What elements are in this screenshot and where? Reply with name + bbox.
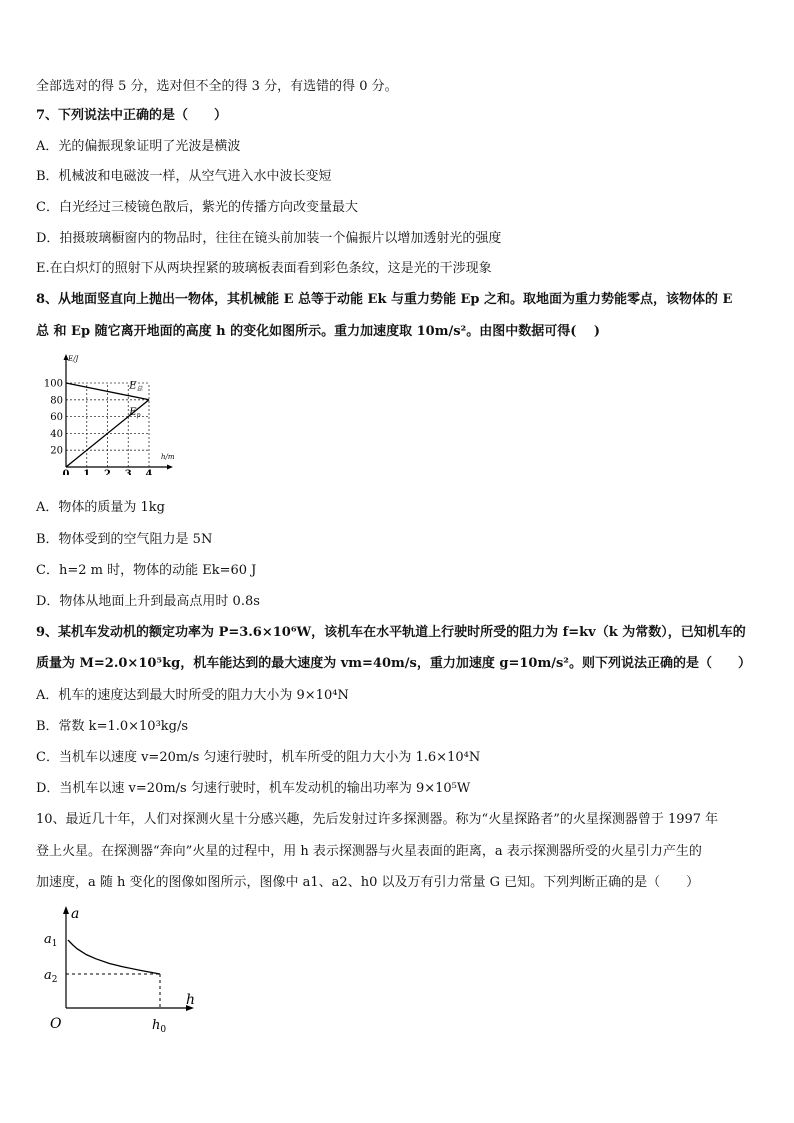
y-tick-label: 20 [50, 445, 63, 457]
x-tick-label: 3 [124, 469, 132, 475]
q7-option-e: E.在白炽灯的照射下从两块捏紧的玻璃板表面看到彩色条纹，这是光的干涉现象 [36, 261, 492, 276]
x-axis-label: h [186, 992, 196, 1008]
acceleration-height-chart [38, 898, 208, 1038]
x-tick-label: 4 [145, 469, 153, 475]
y-tick-label-a1: $a_1$ [44, 932, 58, 949]
y-tick-label: 100 [43, 378, 63, 390]
q7-option-d: D．拍摄玻璃橱窗内的物品时，往往在镜头前加装一个偏振片以增加透射光的强度 [36, 231, 502, 246]
energy-height-chart [40, 350, 190, 475]
q7-option-c: C．白光经过三棱镜色散后，紫光的传播方向改变量最大 [36, 200, 358, 215]
q9-option-c: C．当机车以速度 v=20m/s 匀速行驶时，机车所受的阻力大小为 1.6×10⁴N [36, 750, 481, 765]
curve-line [68, 940, 160, 974]
energy-chart-svg [40, 350, 190, 475]
x-axis-label: h/m [161, 453, 175, 461]
q7-option-b: B．机械波和电磁波一样，从空气进入水中波长变短 [36, 169, 332, 184]
y-tick-label: 40 [50, 428, 63, 440]
q8-option-d: D．物体从地面上升到最高点用时 0.8s [36, 594, 260, 609]
acceleration-chart-svg [38, 898, 208, 1038]
q9-option-d: D．当机车以速 v=20m/s 匀速行驶时，机车发动机的输出功率为 9×10⁵W [36, 781, 471, 796]
y-axis-label: E/J [68, 355, 79, 363]
y-tick-label-a2: $a_2$ [44, 968, 58, 985]
y-axis-label: a [71, 906, 80, 922]
y-tick-label: 80 [50, 395, 63, 407]
q8-option-c: C．h=2 m 时，物体的动能 Ek=60 J [36, 563, 257, 578]
origin-label: O [50, 1016, 62, 1032]
text-line: 全部选对的得 5 分，选对但不全的得 3 分，有选错的得 0 分。 [36, 79, 398, 94]
y-tick-label: 60 [50, 412, 63, 424]
question-7-stem: 7、下列说法中正确的是（ ） [36, 108, 228, 123]
q8-option-b: B．物体受到的空气阻力是 5N [36, 532, 213, 547]
question-9-stem-line2: 质量为 M=2.0×10⁵kg，机车能达到的最大速度为 vm=40m/s，重力加速度 g=10m/s²。则下列说法正确的是（ ） [36, 656, 751, 671]
question-10-stem-line1: 10、最近几十年，人们对探测火星十分感兴趣，先后发射过许多探测器。称为“火星探路者”的火星探测器曾于 1997 年 [36, 812, 719, 827]
x-tick-label: 2 [104, 469, 111, 475]
question-10-stem-line2: 登上火星。在探测器“奔向”火星的过程中，用 h 表示探测器与火星表面的距离，a 表示探测器所受的火星引力产生的 [36, 844, 702, 859]
q8-option-a: A．物体的质量为 1kg [36, 500, 165, 515]
x-tick-label: 1 [83, 469, 91, 475]
q7-option-a: A．光的偏振现象证明了光波是横波 [36, 139, 241, 154]
y-axis-arrow [63, 906, 69, 914]
q9-option-a: A．机车的速度达到最大时所受的阻力大小为 9×10⁴N [36, 688, 349, 703]
question-8-stem-line2: 总 和 Ep 随它离开地面的高度 h 的变化如图所示。重力加速度取 10m/s²。由图中数据可得( ) [36, 324, 601, 339]
x-tick-label: 0 [62, 469, 70, 475]
series-label-ep: $E_p$ [129, 406, 141, 419]
x-tick-label-h0: $h_0$ [152, 1018, 167, 1035]
question-10-stem-line3: 加速度，a 随 h 变化的图像如图所示，图像中 a1、a2、h0 以及万有引力常量 G 已知。下列判断正确的是（ ） [36, 875, 700, 890]
x-axis-arrow [167, 465, 173, 470]
series-label-e-total: $E_总$ [129, 380, 143, 393]
q9-option-b: B．常数 k=1.0×10³kg/s [36, 719, 189, 734]
question-9-stem-line1: 9、某机车发动机的额定功率为 P=3.6×10⁶W，该机车在水平轨道上行驶时所受的阻力为 f=kv（k 为常数），已知机车的 [36, 625, 746, 640]
question-8-stem-line1: 8、从地面竖直向上抛出一物体，其机械能 E 总等于动能 Ek 与重力势能 Ep 之和。取地面为重力势能零点，该物体的 E [36, 292, 733, 307]
